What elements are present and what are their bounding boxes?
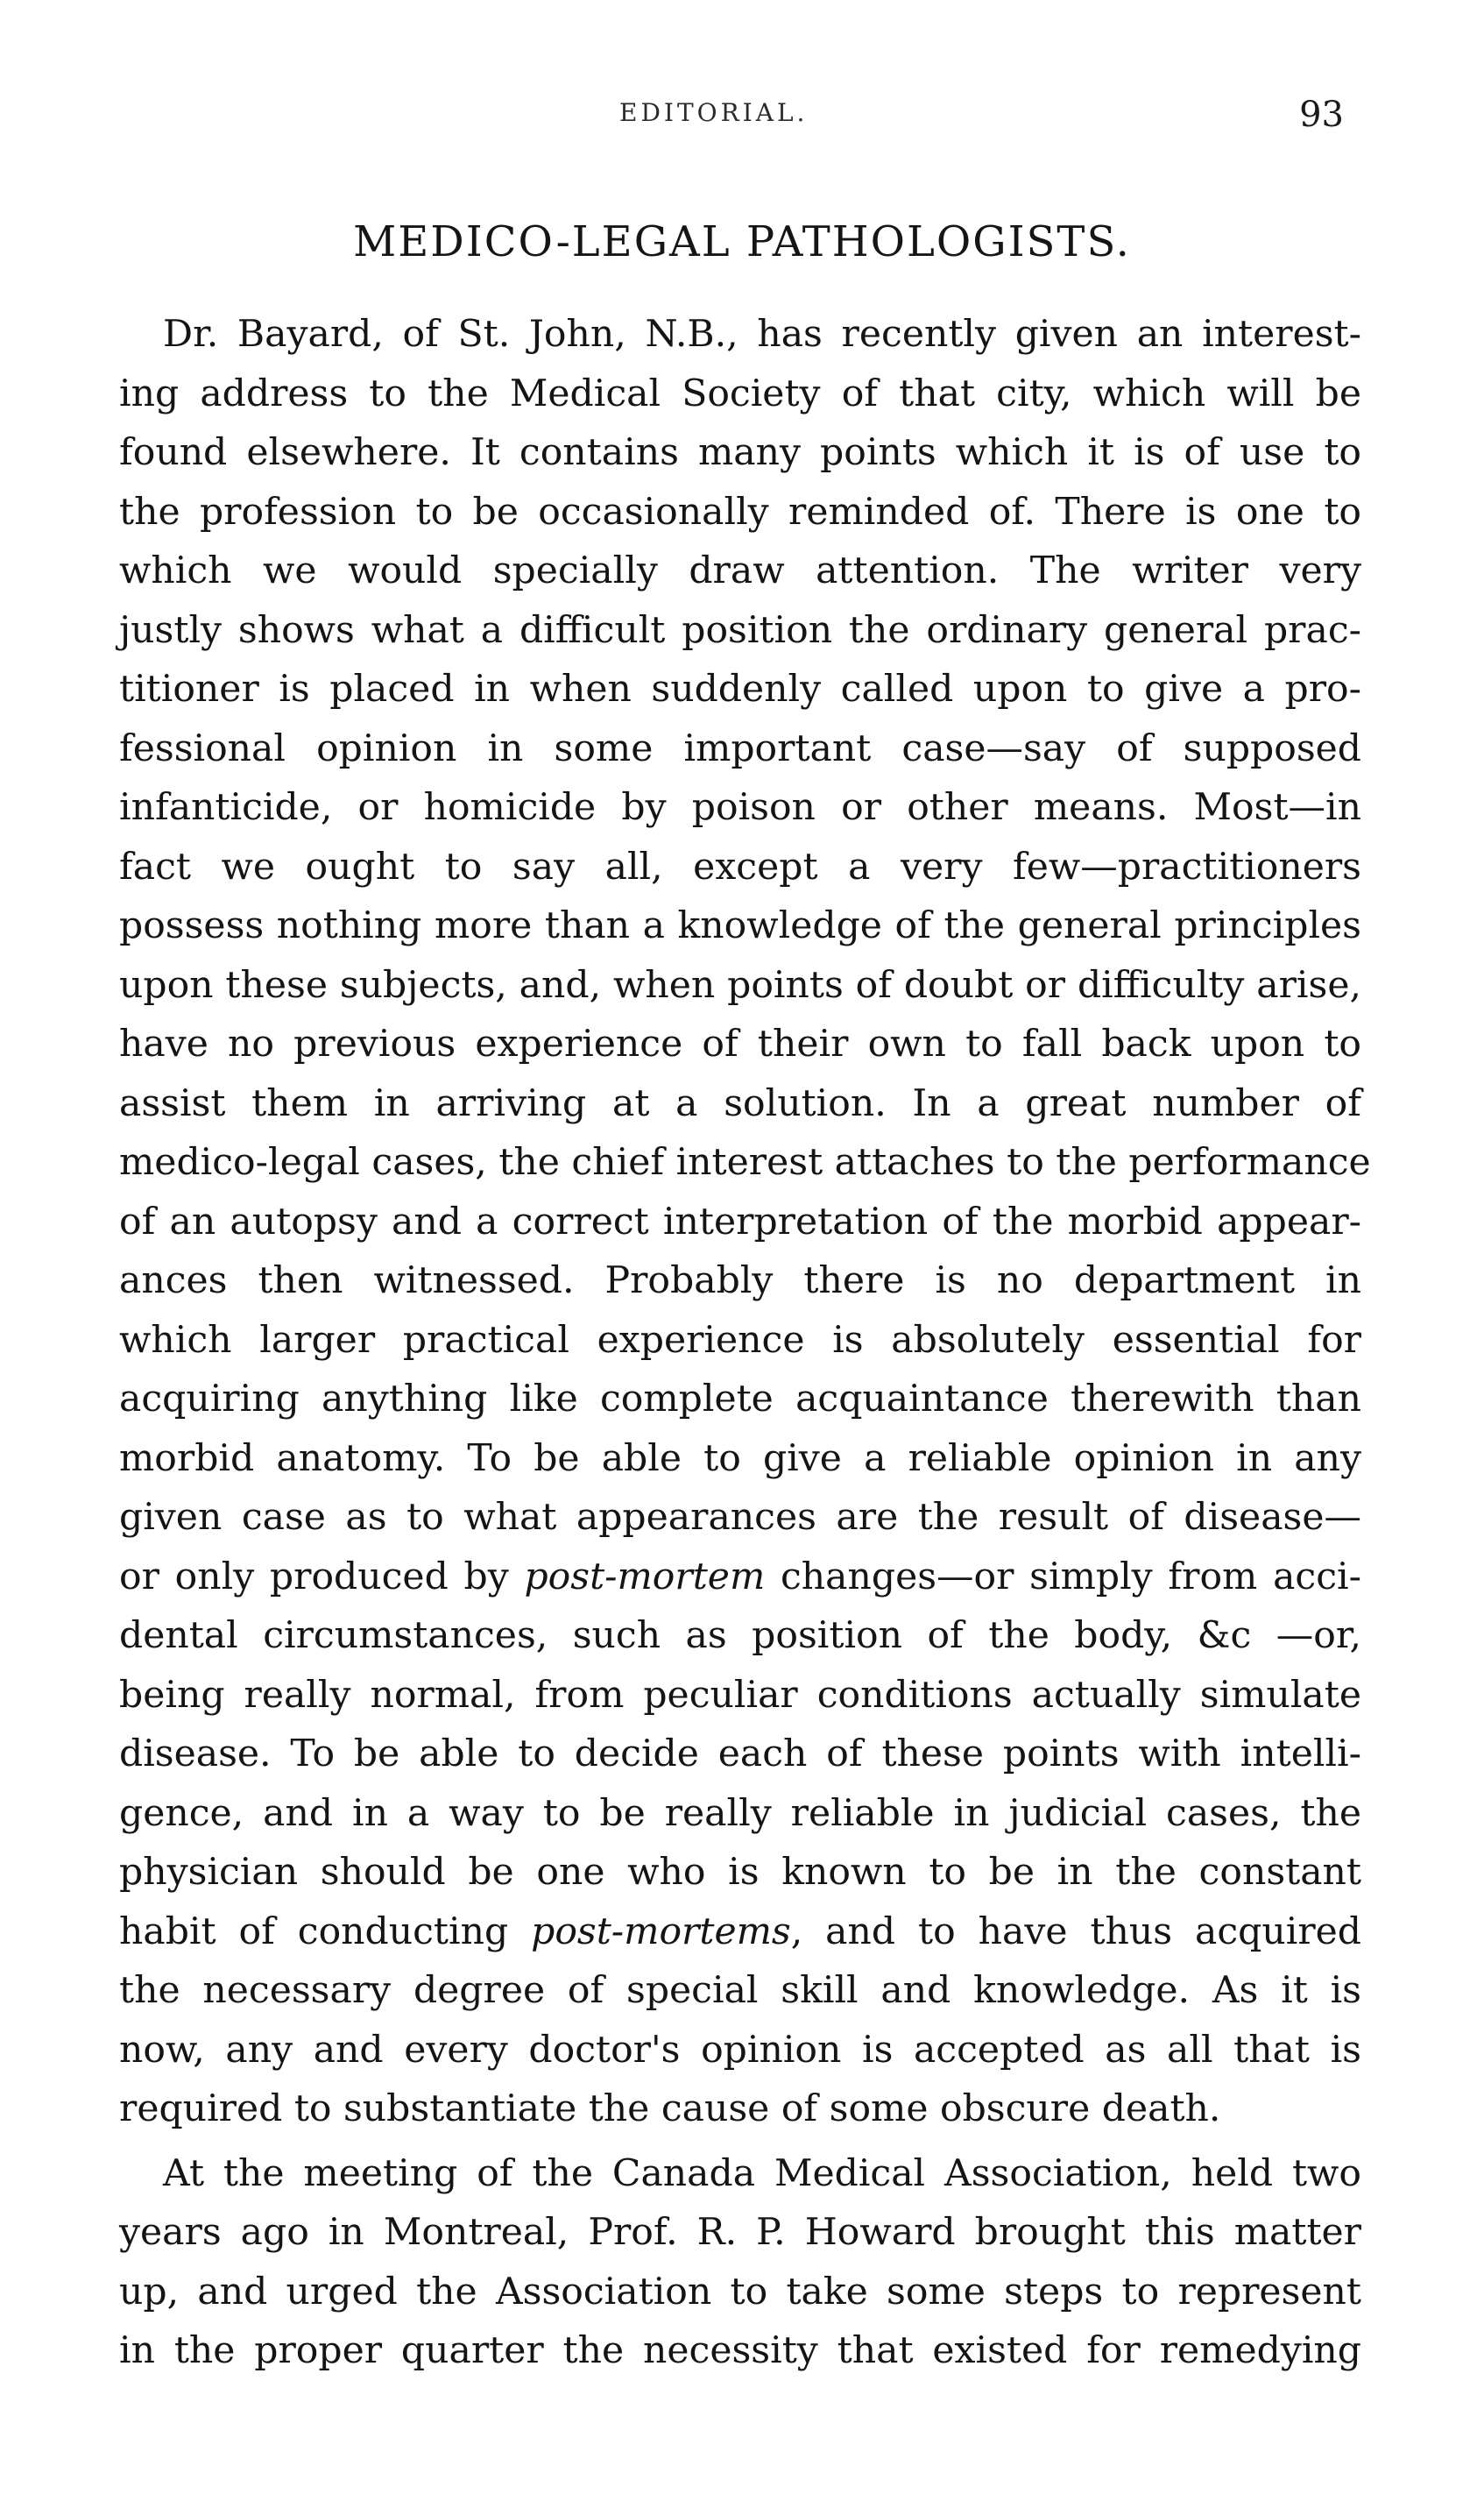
text-line bbox=[119, 1548, 1361, 1607]
text-line: physician should be one who is known to be in the constant bbox=[119, 1851, 1361, 1894]
running-head-title: EDITORIAL. bbox=[619, 98, 809, 127]
paragraph-2 bbox=[119, 2144, 1361, 2381]
text-line: morbid anatomy. To be able to give a reliable opinion in any bbox=[119, 1436, 1361, 1480]
article-title: MEDICO-LEGAL PATHOLOGISTS. bbox=[353, 217, 1131, 266]
italic-term: post-mortem bbox=[524, 1555, 766, 1598]
text-line: being really normal, from peculiar conditions actually simulate bbox=[119, 1673, 1361, 1717]
text-line: disease. To be able to decide each of these points with intelli- bbox=[119, 1732, 1361, 1775]
text-line: infanticide, or homicide by poison or other means. Most—in bbox=[119, 786, 1361, 829]
article-body bbox=[119, 305, 1371, 2381]
text-line: gence, and in a way to be really reliable in judicial cases, the bbox=[119, 1791, 1361, 1835]
text-line: Dr. Bayard, of St. John, N.B., has recently given an interest- bbox=[163, 313, 1361, 356]
text-line: which we would specially draw attention. The writer very bbox=[119, 549, 1361, 592]
page-number: 93 bbox=[1299, 95, 1344, 135]
text-line: possess nothing more than a knowledge of the general principles bbox=[119, 904, 1361, 947]
text-line: in the proper quarter the necessity that existed for remedying bbox=[119, 2329, 1361, 2372]
text-line: years ago in Montreal, Prof. R. P. Howard brought this matter bbox=[119, 2211, 1361, 2254]
text-segment: changes—or simply from acci- bbox=[765, 1555, 1361, 1598]
text-line: now, any and every doctor's opinion is accepted as all that is bbox=[119, 2028, 1361, 2072]
text-segment: or only produced by bbox=[119, 1555, 525, 1598]
text-line: medico-legal cases, the chief interest attaches to the performance bbox=[119, 1141, 1371, 1184]
text-line bbox=[119, 1902, 1361, 1962]
text-line: of an autopsy and a correct interpretation of the morbid appear- bbox=[119, 1200, 1361, 1243]
text-segment: habit of conducting bbox=[119, 1909, 532, 1953]
text-line: justly shows what a difficult position the ordinary general prac- bbox=[119, 608, 1361, 652]
text-line: titioner is placed in when suddenly called upon to give a pro- bbox=[119, 668, 1361, 711]
text-line: up, and urged the Association to take some steps to represent bbox=[119, 2270, 1361, 2313]
text-segment: , and to have thus acquired bbox=[790, 1909, 1361, 1953]
text-line: the necessary degree of special skill and knowledge. As it is bbox=[119, 1969, 1361, 2012]
text-line: assist them in arriving at a solution. In a great number of bbox=[119, 1081, 1361, 1125]
text-line: acquiring anything like complete acquaintance therewith than bbox=[119, 1378, 1361, 1421]
text-line: found elsewhere. It contains many points which it is of use to bbox=[119, 431, 1361, 474]
text-line: upon these subjects, and, when points of doubt or difficulty arise, bbox=[119, 963, 1361, 1007]
text-line: which larger practical experience is absolutely essential for bbox=[119, 1318, 1361, 1362]
text-line: fessional opinion in some important case—say of supposed bbox=[119, 726, 1361, 770]
text-line: dental circumstances, such as position of the body, &c —or, bbox=[119, 1614, 1361, 1657]
text-line: required to substantiate the cause of some obscure death. bbox=[119, 2087, 1221, 2130]
text-line: fact we ought to say all, except a very few—practitioners bbox=[119, 845, 1361, 889]
running-head bbox=[0, 95, 1484, 138]
italic-term: post-mortems bbox=[531, 1909, 791, 1953]
text-line: ances then witnessed. Probably there is no department in bbox=[119, 1259, 1361, 1302]
text-line: ing address to the Medical Society of that city, which will be bbox=[119, 372, 1361, 415]
paragraph-1 bbox=[119, 305, 1371, 2139]
text-line: have no previous experience of their own to fall back upon to bbox=[119, 1023, 1361, 1066]
text-line: the profession to be occasionally reminded of. There is one to bbox=[119, 490, 1361, 534]
text-line: At the meeting of the Canada Medical Association, held two bbox=[163, 2151, 1361, 2195]
text-line: given case as to what appearances are the result of disease— bbox=[119, 1496, 1361, 1539]
